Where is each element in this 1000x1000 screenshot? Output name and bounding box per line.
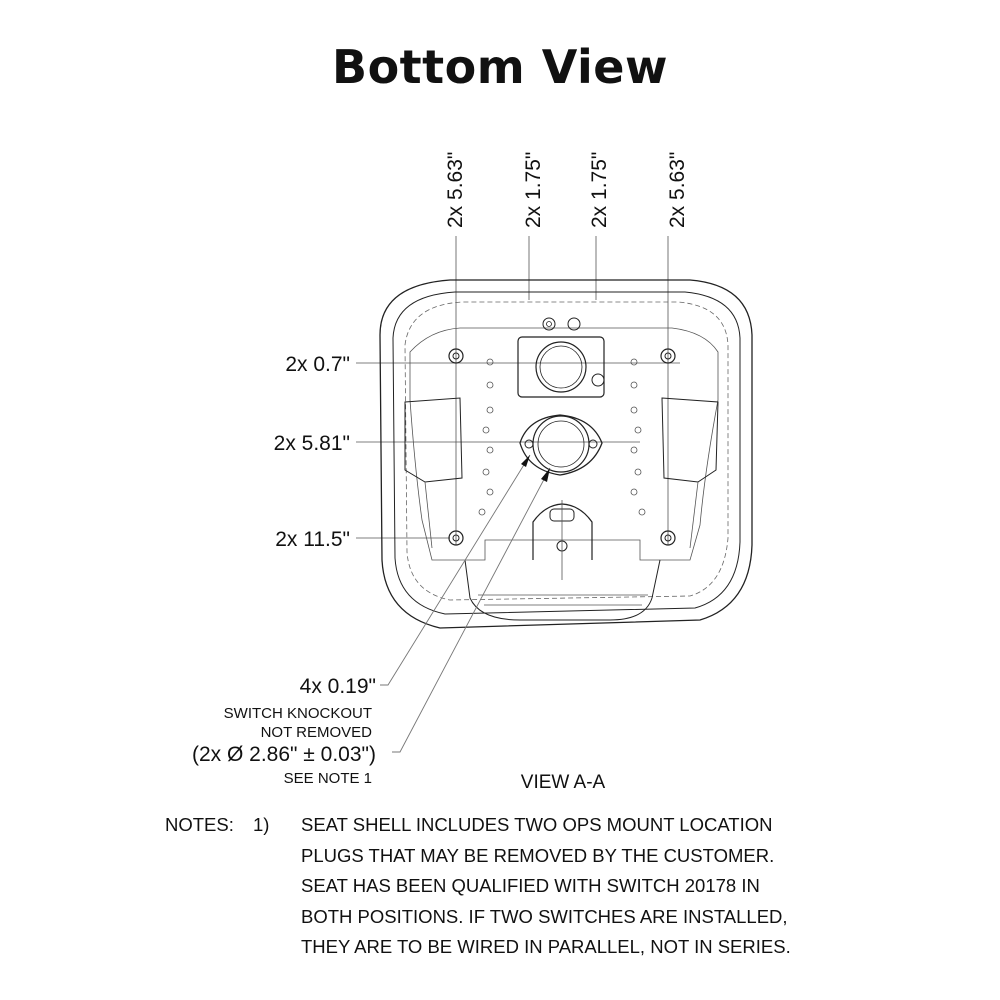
note-line: SEAT SHELL INCLUDES TWO OPS MOUNT LOCATION — [301, 814, 773, 835]
seat-shell-outline — [380, 280, 752, 628]
dim-left-1: 2x 0.7" — [285, 353, 350, 376]
dim-top-4: 2x 5.63" — [666, 151, 689, 228]
dim-top-2: 2x 1.75" — [522, 151, 545, 228]
dim-left-3: 2x 11.5" — [275, 528, 350, 551]
note-line: SEAT HAS BEEN QUALIFIED WITH SWITCH 20178 IN — [301, 875, 760, 896]
note-line: BOTH POSITIONS. IF TWO SWITCHES ARE INSTALLED, — [301, 905, 788, 927]
callout-knockout-line1: SWITCH KNOCKOUT — [223, 705, 372, 722]
note-line: THEY ARE TO BE WIRED IN PARALLEL, NOT IN SERIES. — [301, 936, 791, 957]
top-extension-lines — [456, 236, 668, 545]
note-number: 1) — [253, 814, 270, 835]
callout-leaders — [380, 455, 550, 752]
small-holes — [479, 359, 645, 515]
note-body — [301, 810, 861, 963]
note-line: PLUGS THAT MAY BE REMOVED BY THE CUSTOMER. — [301, 844, 775, 866]
callout-diameter: (2x Ø 2.86" ± 0.03") — [191, 743, 376, 766]
callout-knockout-line2: NOT REMOVED — [260, 724, 372, 741]
dim-left-2: 2x 5.81" — [273, 432, 350, 455]
upper-switch-knockout — [518, 318, 604, 397]
notes-heading: NOTES: — [165, 814, 234, 835]
callout-see-note: SEE NOTE 1 — [283, 770, 372, 787]
callout-holes: 4x 0.19" — [299, 675, 376, 698]
view-label: VIEW A-A — [520, 772, 606, 793]
page-title: Bottom View — [332, 40, 668, 94]
dim-top-1: 2x 5.63" — [444, 151, 467, 228]
dim-top-3: 2x 1.75" — [588, 151, 611, 228]
lower-switch-knockout — [520, 415, 602, 475]
